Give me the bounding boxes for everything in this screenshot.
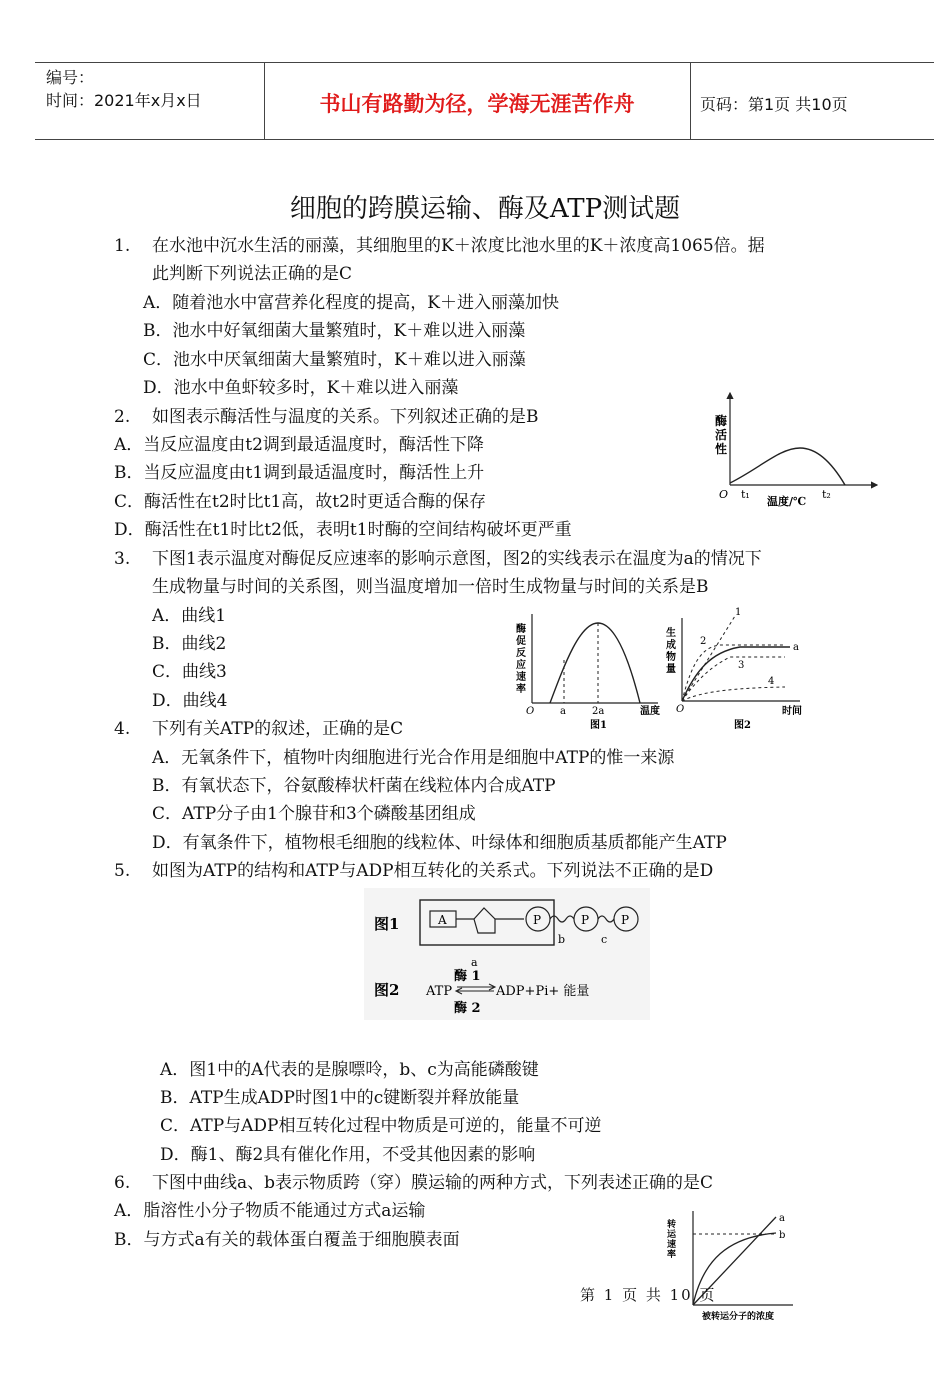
question-option: B．曲线2 xyxy=(152,634,227,654)
question-option: A．图1中的A代表的是腺嘌呤，b、c为高能磷酸键 xyxy=(160,1060,539,1080)
phosphate-label: P xyxy=(621,913,630,927)
atp-structure-figure xyxy=(364,888,650,1020)
adenine-label: A xyxy=(438,913,447,927)
question-option: A．当反应温度由t2调到最适温度时，酶活性下降 xyxy=(114,435,484,455)
y-axis-label: 活 xyxy=(715,428,728,442)
y-axis-label: 量 xyxy=(666,664,676,675)
y-axis-label: 物 xyxy=(666,652,676,663)
header-bottom-rule xyxy=(35,139,934,140)
figure-2-label: 图2 xyxy=(374,981,400,999)
curve-2-label: 2 xyxy=(700,636,707,647)
question-number: 1. xyxy=(114,236,131,256)
x-axis-label: 温度 xyxy=(640,706,660,717)
number-label: 编号： xyxy=(46,68,95,87)
x-axis-label: 温度/℃ xyxy=(767,495,807,508)
phosphate-label: P xyxy=(581,913,590,927)
curve-a-label: a xyxy=(793,642,799,653)
y-axis-label: 速 xyxy=(667,1240,677,1250)
header-top-rule xyxy=(35,62,934,63)
tick-a: a xyxy=(560,706,566,717)
phosphate-label: P xyxy=(533,913,542,927)
page-footer: 第 1 页 共 10 页 xyxy=(580,1286,717,1304)
equation-products: ADP+Pi+ 能量 xyxy=(496,984,590,999)
question-number: 5. xyxy=(114,861,131,881)
question-option: C．曲线3 xyxy=(152,662,227,682)
origin-label: O xyxy=(719,488,729,501)
question-option: A．随着池水中富营养化程度的提高，K＋进入丽藻加快 xyxy=(143,293,559,313)
curve-b-label: b xyxy=(779,1230,786,1241)
tick-2a: 2a xyxy=(592,706,605,717)
curve-3-label: 3 xyxy=(738,660,745,671)
x-axis-label: 时间 xyxy=(782,706,802,717)
question-stem: 生成物量与时间的关系图，则当温度增加一倍时生成物量与时间的关系是B xyxy=(152,577,709,597)
y-axis-label: 酶 xyxy=(516,624,526,635)
question-number: 2. xyxy=(114,407,131,427)
question-option: C．ATP分子由1个腺苷和3个磷酸基团组成 xyxy=(152,804,476,824)
bond-c-label: c xyxy=(601,933,608,946)
question-option: D．酶活性在t1时比t2低，表明t1时酶的空间结构破坏更严重 xyxy=(114,520,572,540)
y-axis-label: 生 xyxy=(666,628,676,639)
question-option: B．与方式a有关的载体蛋白覆盖于细胞膜表面 xyxy=(114,1230,460,1250)
header-meta xyxy=(46,66,202,112)
question-option: B．池水中好氧细菌大量繁殖时，K＋难以进入丽藻 xyxy=(143,321,526,341)
arrow-label-a: a xyxy=(471,956,478,969)
question-option: D．酶1、酶2具有催化作用，不受其他因素的影响 xyxy=(160,1145,536,1165)
question-number: 3. xyxy=(114,549,131,569)
question-stem: 下图1表示温度对酶促反应速率的影响示意图，图2的实线表示在温度为a的情况下 xyxy=(152,549,762,569)
question-stem: 如图表示酶活性与温度的关系。下列叙述正确的是B xyxy=(152,407,539,427)
question-number: 6. xyxy=(114,1173,131,1193)
question-option: C．酶活性在t2时比t1高，故t2时更适合酶的保存 xyxy=(114,492,486,512)
y-axis-label: 应 xyxy=(516,660,526,671)
y-axis-label: 速 xyxy=(516,672,526,683)
question-option: D．池水中鱼虾较多时，K＋难以进入丽藻 xyxy=(143,378,459,398)
curve-4-label: 4 xyxy=(768,676,775,687)
question-option: B．有氧状态下，谷氨酸棒状杆菌在线粒体内合成ATP xyxy=(152,776,556,796)
y-axis-label: 运 xyxy=(667,1230,677,1240)
question-option: D．曲线4 xyxy=(152,691,228,711)
y-axis-label: 促 xyxy=(516,636,526,647)
origin-label: O xyxy=(676,704,685,715)
header-divider xyxy=(690,63,691,140)
curve-1-label: 1 xyxy=(735,607,742,618)
enzyme-temperature-graph xyxy=(705,388,885,513)
page-title: 细胞的跨膜运输、酶及ATP测试题 xyxy=(289,194,681,224)
tick-t2: t₂ xyxy=(822,488,831,501)
question-stem: 如图为ATP的结构和ATP与ADP相互转化的关系式。下列说法不正确的是D xyxy=(152,861,714,881)
question-option: A．曲线1 xyxy=(152,606,227,626)
y-axis-label: 率 xyxy=(667,1250,677,1260)
question-stem: 此判断下列说法正确的是C xyxy=(152,264,353,284)
question-option: C．池水中厌氧细菌大量繁殖时，K＋难以进入丽藻 xyxy=(143,350,526,370)
figure-1-label: 图1 xyxy=(374,915,400,933)
transport-rate-graph xyxy=(658,1205,798,1325)
enzyme-rate-temperature-graph xyxy=(510,608,670,733)
question-number: 4. xyxy=(114,719,131,739)
product-time-graph xyxy=(660,602,810,733)
question-option: B．ATP生成ADP时图1中的c键断裂并释放能量 xyxy=(160,1088,520,1108)
tick-t1: t₁ xyxy=(741,488,750,501)
curve-4 xyxy=(682,687,785,701)
question-stem: 下图中曲线a、b表示物质跨（穿）膜运输的两种方式，下列表述正确的是C xyxy=(152,1173,714,1193)
origin-label: O xyxy=(526,706,535,717)
figure-caption: 图1 xyxy=(590,720,607,731)
bond-b-label: b xyxy=(558,933,566,946)
question-stem: 下列有关ATP的叙述，正确的是C xyxy=(152,719,404,739)
figure-background xyxy=(364,888,650,1020)
x-axis-label: 被转运分子的浓度 xyxy=(702,1312,775,1322)
figure-caption: 图2 xyxy=(734,720,751,731)
header-page-info: 页码：第1页 共10页 xyxy=(700,95,848,114)
question-option: C．ATP与ADP相互转化过程中物质是可逆的，能量不可逆 xyxy=(160,1116,602,1136)
y-axis-label: 率 xyxy=(516,684,526,695)
enzyme-1-label: 酶 1 xyxy=(454,969,481,984)
y-axis-label: 性 xyxy=(715,442,728,456)
y-axis-label: 成 xyxy=(666,640,676,651)
equation-atp: ATP xyxy=(426,984,453,999)
question-option: A．脂溶性小分子物质不能通过方式a运输 xyxy=(114,1201,426,1221)
y-axis-label: 转 xyxy=(667,1220,677,1230)
activity-curve xyxy=(730,448,845,485)
question-stem: 在水池中沉水生活的丽藻，其细胞里的K＋浓度比池水里的K＋浓度高1065倍。据 xyxy=(152,236,765,256)
y-axis-label: 反 xyxy=(516,648,526,659)
question-option: B．当反应温度由t1调到最适温度时，酶活性上升 xyxy=(114,463,485,483)
y-axis-label: 酶 xyxy=(715,414,728,428)
enzyme-2-label: 酶 2 xyxy=(454,1001,481,1016)
question-option: A．无氧条件下，植物叶肉细胞进行光合作用是细胞中ATP的惟一来源 xyxy=(152,748,675,768)
curve-a-label: a xyxy=(779,1213,785,1224)
question-option: D．有氧条件下，植物根毛细胞的线粒体、叶绿体和细胞质基质都能产生ATP xyxy=(152,833,727,853)
header-motto: 书山有路勤为径，学海无涯苦作舟 xyxy=(319,92,635,116)
curve-a xyxy=(682,647,790,701)
time-label: 时间：2021年x月x日 xyxy=(46,91,202,110)
